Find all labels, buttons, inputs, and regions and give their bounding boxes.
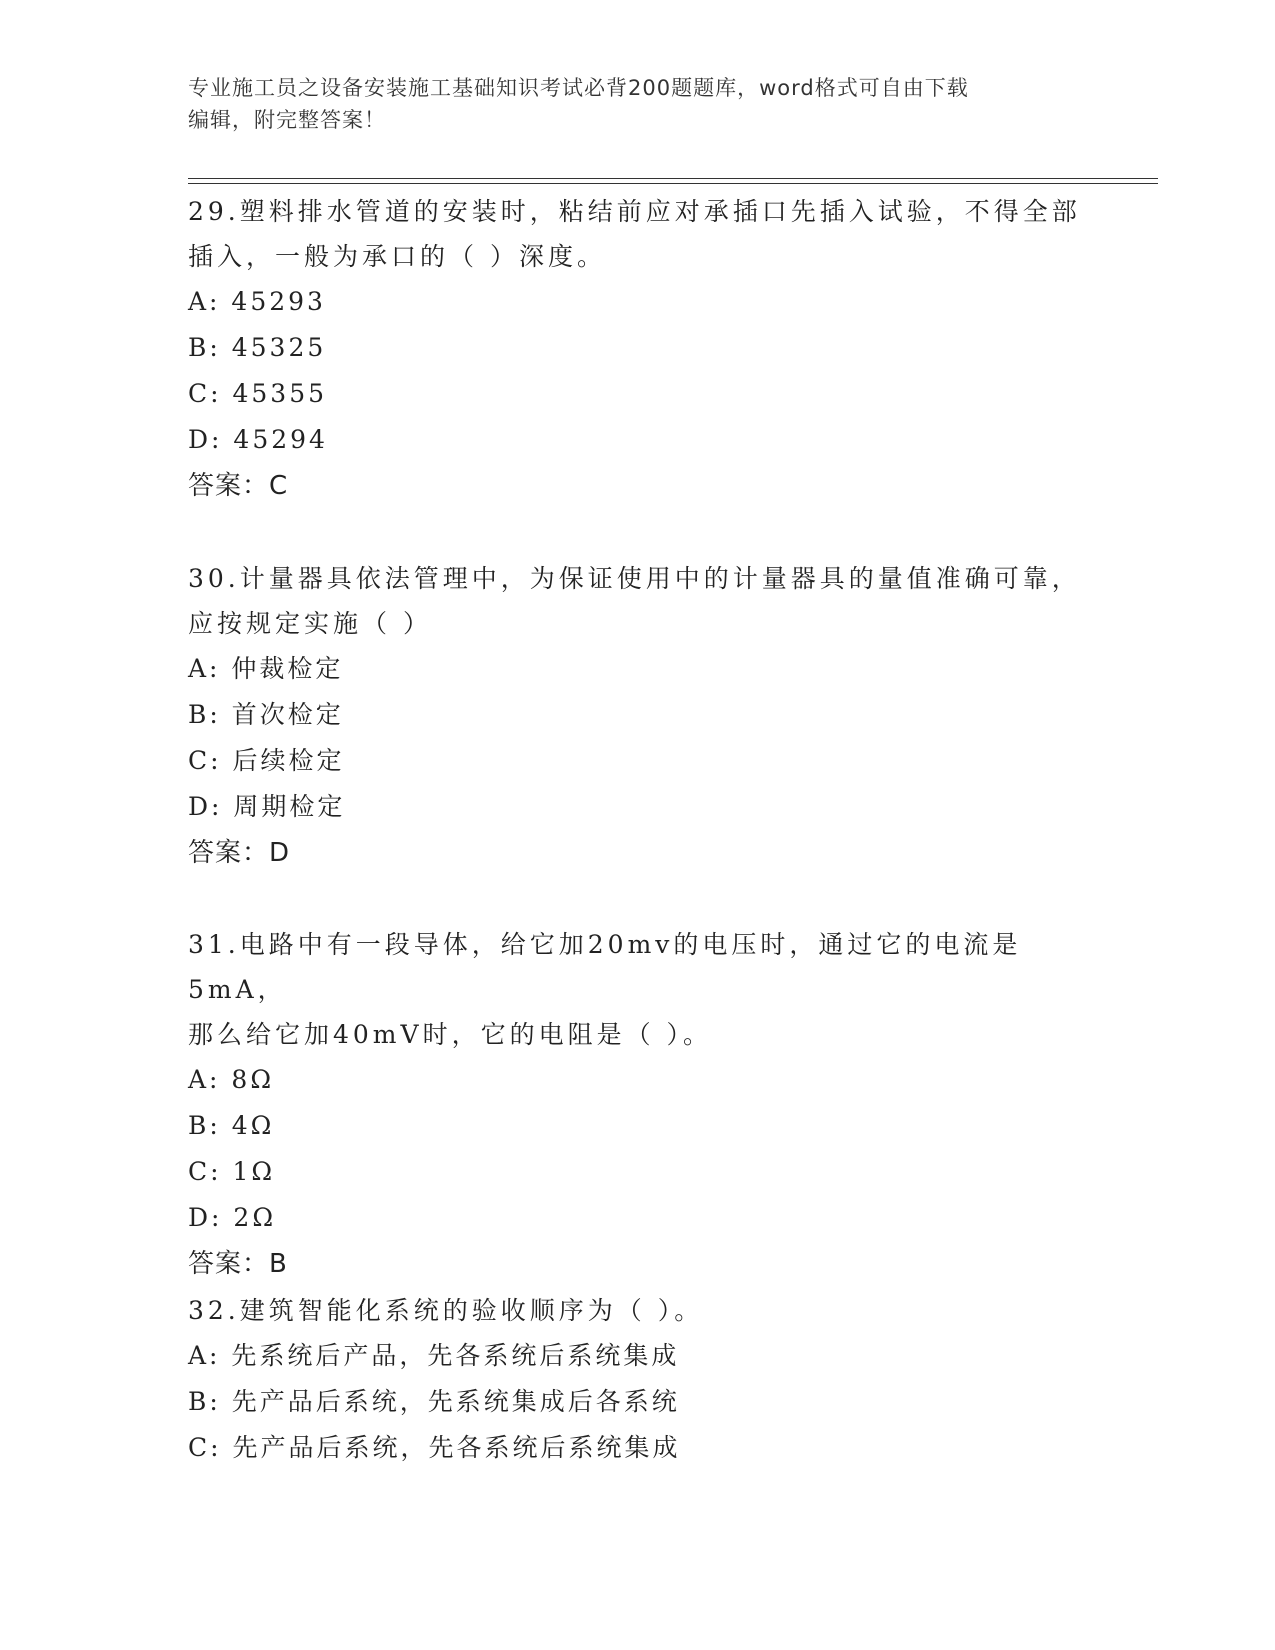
option-a: A: 先系统后产品，先各系统后系统集成 — [188, 1341, 680, 1370]
option-c: C: 1Ω — [188, 1157, 276, 1186]
option-d: D: 周期检定 — [188, 792, 346, 821]
option-c: C: 后续检定 — [188, 746, 345, 775]
question-32 — [188, 1288, 1088, 1471]
option-b: B: 先产品后系统，先系统集成后各系统 — [188, 1387, 680, 1416]
option-c: C: 45355 — [188, 379, 328, 408]
answer: 答案：B — [188, 1249, 288, 1279]
option-b: B: 45325 — [188, 333, 327, 362]
header-line-1: 专业施工员之设备安装施工基础知识考试必背200题题库，word格式可自由下载 — [188, 76, 969, 100]
option-a: A: 仲裁检定 — [188, 654, 344, 683]
document-header — [188, 72, 1088, 136]
option-b: B: 首次检定 — [188, 700, 344, 729]
question-stem-line: 插入，一般为承口的（ ）深度。 — [188, 242, 606, 271]
header-divider-top — [188, 178, 1158, 179]
question-30 — [188, 556, 1088, 876]
question-stem-line: 应按规定实施（ ） — [188, 609, 432, 638]
header-line-2: 编辑，附完整答案！ — [188, 108, 386, 132]
option-a: A: 8Ω — [188, 1065, 275, 1094]
question-31 — [188, 922, 1088, 1287]
option-c: C: 先产品后系统，先各系统后系统集成 — [188, 1433, 681, 1462]
option-d: D: 2Ω — [188, 1203, 277, 1232]
header-divider-bottom — [188, 183, 1158, 184]
question-stem-line: 32.建筑智能化系统的验收顺序为（ ）。 — [188, 1296, 704, 1325]
option-a: A: 45293 — [188, 287, 326, 316]
answer: 答案：C — [188, 471, 289, 501]
answer: 答案：D — [188, 838, 291, 868]
question-29 — [188, 189, 1088, 509]
option-d: D: 45294 — [188, 425, 328, 454]
question-stem-line: 29.塑料排水管道的安装时，粘结前应对承插口先插入试验，不得全部 — [188, 197, 1081, 226]
question-stem-line: 31.电路中有一段导体，给它加20mv的电压时，通过它的电流是5mA， — [188, 930, 1022, 1004]
option-b: B: 4Ω — [188, 1111, 275, 1140]
question-stem-line: 30.计量器具依法管理中，为保证使用中的计量器具的量值准确可靠， — [188, 564, 1081, 593]
question-stem-line: 那么给它加40mV时，它的电阻是（ ）。 — [188, 1020, 713, 1049]
